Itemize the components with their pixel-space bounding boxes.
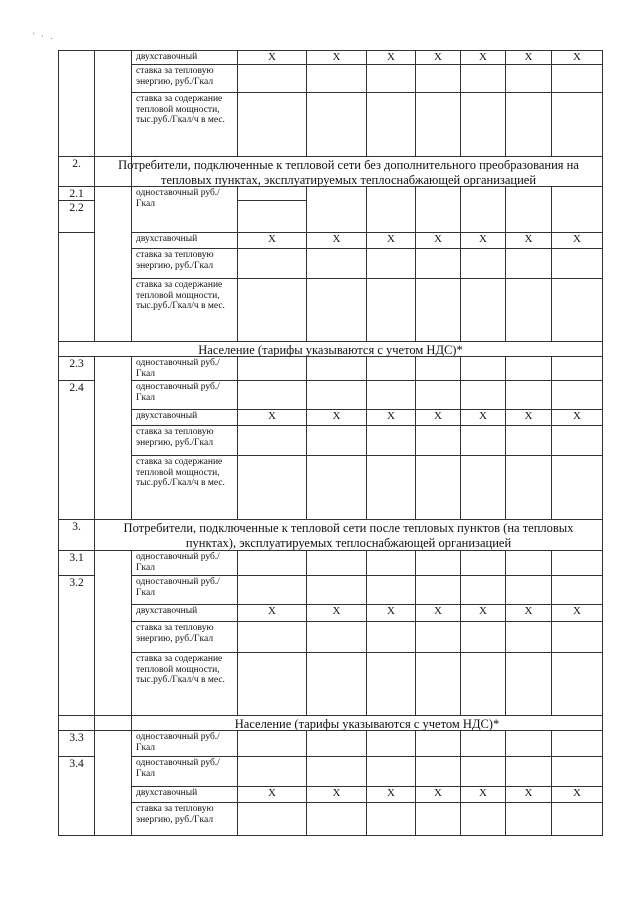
heat-energy-rate-row-value <box>551 64 603 93</box>
two-part-row-cross: X <box>237 604 307 622</box>
heat-energy-rate-row-value <box>237 64 307 93</box>
heat-energy-rate-row: ставка за тепловую энергию, руб./Гкал <box>131 425 238 456</box>
heat-energy-rate-row-value <box>460 802 506 836</box>
single-part-row-value <box>551 380 603 410</box>
single-part-row-value <box>551 550 603 576</box>
two-part-row-cross: X <box>460 50 506 65</box>
heat-energy-rate-row-value <box>366 802 416 836</box>
capacity-rate-row-value <box>505 92 552 157</box>
row-2-2-value <box>460 186 506 233</box>
single-part-row-value <box>306 380 367 410</box>
capacity-rate-row: ставка за содержание тепловой мощности, тыс.руб./Гкал/ч в мес. <box>131 652 238 716</box>
single-part-row: одноставочный руб./Гкал <box>131 756 238 787</box>
two-part-row-cross: X <box>366 786 416 803</box>
top-scan-mark: ' · . <box>33 31 55 41</box>
single-part-row-value <box>237 756 307 787</box>
row-number-3-4: 3.4 <box>58 756 95 836</box>
two-part-row-cross: X <box>551 50 603 65</box>
two-part-row-cross: X <box>366 409 416 426</box>
heat-energy-rate-row-value <box>505 248 552 279</box>
two-part-row: двухставочный <box>131 50 238 65</box>
capacity-rate-row-value <box>551 278 603 342</box>
two-part-row-cross: X <box>460 786 506 803</box>
capacity-rate-row-value <box>551 92 603 157</box>
row-2-2-value <box>415 186 461 233</box>
two-part-row-cross: X <box>460 604 506 622</box>
two-part-row-cross: X <box>505 232 552 249</box>
heat-energy-rate-row-value <box>306 64 367 93</box>
heat-energy-rate-row-value <box>415 64 461 93</box>
two-part-row-cross: X <box>415 786 461 803</box>
heat-energy-rate-row: ставка за тепловую энергию, руб./Гкал <box>131 64 238 93</box>
two-part-row-cross: X <box>366 232 416 249</box>
capacity-rate-row-value <box>415 92 461 157</box>
single-part-row-value <box>505 356 552 381</box>
heat-energy-rate-row-value <box>415 248 461 279</box>
section-3-number: 3. <box>58 519 95 551</box>
row-number-2-4: 2.4 <box>58 380 95 520</box>
heat-energy-rate-row-value <box>460 64 506 93</box>
single-part-row-value <box>551 575 603 605</box>
single-part-row-value <box>415 380 461 410</box>
single-part-row-value <box>460 730 506 757</box>
two-part-row-cross: X <box>306 409 367 426</box>
heat-energy-rate-row-value <box>366 425 416 456</box>
two-part-row-cross: X <box>551 409 603 426</box>
two-part-row-cross: X <box>505 50 552 65</box>
capacity-rate-row-value <box>505 278 552 342</box>
row-2-2-value <box>366 186 416 233</box>
heat-energy-rate-row-value <box>366 621 416 653</box>
group-blank <box>94 715 132 731</box>
single-part-row-value <box>551 356 603 381</box>
section-2-number: 2. <box>58 156 95 187</box>
capacity-rate-row-value <box>366 92 416 157</box>
single-part-row-value <box>460 575 506 605</box>
two-part-row-cross: X <box>306 50 367 65</box>
row-2-1-value <box>237 186 307 201</box>
capacity-rate-row-value <box>505 652 552 716</box>
single-part-row-value <box>460 380 506 410</box>
section-2-title: Потребители, подключенные к тепловой сети без дополнительного преобразования на тепловых пунктах, эксплуатируемых теплоснабжающей организацией <box>94 156 603 187</box>
two-part-row-cross: X <box>237 232 307 249</box>
single-part-row-value <box>505 380 552 410</box>
heat-energy-rate-row-value <box>306 425 367 456</box>
single-part-row: одноставочный руб./Гкал <box>131 186 238 233</box>
single-part-row-value <box>460 356 506 381</box>
heat-energy-rate-row-value <box>460 425 506 456</box>
capacity-rate-row-value <box>415 455 461 520</box>
single-part-row-value <box>505 550 552 576</box>
single-part-row-value <box>415 575 461 605</box>
two-part-row-cross: X <box>551 786 603 803</box>
two-part-row-cross: X <box>237 786 307 803</box>
heat-energy-rate-row-value <box>415 621 461 653</box>
two-part-row-cross: X <box>415 50 461 65</box>
heat-energy-rate-row: ставка за тепловую энергию, руб./Гкал <box>131 248 238 279</box>
capacity-rate-row-value <box>366 455 416 520</box>
capacity-rate-row-value <box>460 652 506 716</box>
two-part-row-cross: X <box>505 786 552 803</box>
capacity-rate-row-value <box>237 652 307 716</box>
capacity-rate-row-value <box>237 92 307 157</box>
section-3-title: Потребители, подключенные к тепловой сети после тепловых пунктов (на тепловых пунктах), эксплуатируемых теплоснабжающей организацией <box>94 519 603 551</box>
single-part-row-value <box>366 380 416 410</box>
group-blank <box>94 186 132 342</box>
single-part-row: одноставочный руб./Гкал <box>131 356 238 381</box>
single-part-row: одноставочный руб./Гкал <box>131 575 238 605</box>
heat-energy-rate-row-value <box>237 802 307 836</box>
two-part-row-cross: X <box>551 604 603 622</box>
group-blank <box>94 356 132 520</box>
single-part-row-value <box>306 575 367 605</box>
single-part-row-value <box>505 756 552 787</box>
two-part-row: двухставочный <box>131 786 238 803</box>
single-part-row: одноставочный руб./Гкал <box>131 730 238 757</box>
row-2-2-value <box>237 200 307 233</box>
capacity-rate-row-value <box>366 278 416 342</box>
capacity-rate-row-value <box>460 92 506 157</box>
heat-energy-rate-row-value <box>237 425 307 456</box>
number-blank <box>58 232 95 342</box>
single-part-row-value <box>460 550 506 576</box>
two-part-row-cross: X <box>306 232 367 249</box>
number-blank <box>58 715 95 731</box>
two-part-row-cross: X <box>366 50 416 65</box>
capacity-rate-row-value <box>551 455 603 520</box>
heat-energy-rate-row-value <box>366 248 416 279</box>
single-part-row-value <box>237 550 307 576</box>
capacity-rate-row-value <box>306 92 367 157</box>
two-part-row-cross: X <box>505 604 552 622</box>
single-part-row-value <box>366 356 416 381</box>
two-part-row-cross: X <box>237 50 307 65</box>
single-part-row-value <box>306 730 367 757</box>
group-blank <box>94 550 132 716</box>
row-number-3-1: 3.1 <box>58 550 95 576</box>
population-subheader: Население (тарифы указываются с учетом НДС)* <box>131 715 603 731</box>
heat-energy-rate-row-value <box>551 425 603 456</box>
capacity-rate-row-value <box>237 278 307 342</box>
heat-energy-rate-row-value <box>237 621 307 653</box>
heat-energy-rate-row-value <box>505 64 552 93</box>
single-part-row-value <box>415 756 461 787</box>
two-part-row-cross: X <box>366 604 416 622</box>
heat-energy-rate-row-value <box>551 248 603 279</box>
single-part-row-value <box>415 550 461 576</box>
heat-energy-rate-row-value <box>306 248 367 279</box>
single-part-row-value <box>366 730 416 757</box>
two-part-row-cross: X <box>460 409 506 426</box>
single-part-row-value <box>306 756 367 787</box>
row-number-2-2: 2.2 <box>58 200 95 233</box>
row-2-2-value <box>551 186 603 233</box>
capacity-rate-row-value <box>237 455 307 520</box>
capacity-rate-row-value <box>306 278 367 342</box>
row-2-2-value <box>306 186 367 233</box>
heat-energy-rate-row: ставка за тепловую энергию, руб./Гкал <box>131 621 238 653</box>
capacity-rate-row: ставка за содержание тепловой мощности, тыс.руб./Гкал/ч в мес. <box>131 278 238 342</box>
capacity-rate-row-value <box>415 652 461 716</box>
heat-energy-rate-row-value <box>366 64 416 93</box>
two-part-row-cross: X <box>415 409 461 426</box>
capacity-rate-row-value <box>551 652 603 716</box>
capacity-rate-row: ставка за содержание тепловой мощности, тыс.руб./Гкал/ч в мес. <box>131 455 238 520</box>
two-part-row-cross: X <box>306 786 367 803</box>
single-part-row-value <box>237 575 307 605</box>
heat-energy-rate-row-value <box>306 802 367 836</box>
two-part-row-cross: X <box>551 232 603 249</box>
row-2-2-value <box>505 186 552 233</box>
heat-energy-rate-row-value <box>415 802 461 836</box>
row-number-2-1: 2.1 <box>58 186 95 201</box>
two-part-row: двухставочный <box>131 232 238 249</box>
two-part-row-cross: X <box>237 409 307 426</box>
single-part-row-value <box>366 575 416 605</box>
capacity-rate-row-value <box>306 455 367 520</box>
single-part-row-value <box>505 575 552 605</box>
single-part-row-value <box>237 380 307 410</box>
two-part-row-cross: X <box>306 604 367 622</box>
capacity-rate-row-value <box>306 652 367 716</box>
capacity-rate-row-value <box>460 455 506 520</box>
single-part-row-value <box>505 730 552 757</box>
two-part-row-cross: X <box>460 232 506 249</box>
heat-energy-rate-row-value <box>460 248 506 279</box>
two-part-row-cross: X <box>415 232 461 249</box>
heat-energy-rate-row-value <box>505 802 552 836</box>
two-part-row: двухставочный <box>131 604 238 622</box>
heat-energy-rate-row-value <box>460 621 506 653</box>
heat-energy-rate-row-value <box>505 621 552 653</box>
population-subheader: Население (тарифы указываются с учетом НДС)* <box>58 341 603 357</box>
single-part-row-value <box>306 356 367 381</box>
single-part-row-value <box>237 356 307 381</box>
two-part-row: двухставочный <box>131 409 238 426</box>
group-blank <box>94 730 132 836</box>
heat-energy-rate-row-value <box>237 248 307 279</box>
two-part-row-cross: X <box>505 409 552 426</box>
single-part-row-value <box>366 550 416 576</box>
heat-energy-rate-row-value <box>306 621 367 653</box>
capacity-rate-row: ставка за содержание тепловой мощности, тыс.руб./Гкал/ч в мес. <box>131 92 238 157</box>
row-number-3-2: 3.2 <box>58 575 95 716</box>
single-part-row-value <box>366 756 416 787</box>
single-part-row: одноставочный руб./Гкал <box>131 380 238 410</box>
capacity-rate-row-value <box>505 455 552 520</box>
single-part-row-value <box>415 730 461 757</box>
single-part-row-value <box>551 756 603 787</box>
single-part-row-value <box>460 756 506 787</box>
two-part-row-cross: X <box>415 604 461 622</box>
capacity-rate-row-value <box>415 278 461 342</box>
single-part-row-value <box>551 730 603 757</box>
capacity-rate-row-value <box>460 278 506 342</box>
heat-energy-rate-row-value <box>551 802 603 836</box>
capacity-rate-row-value <box>366 652 416 716</box>
heat-energy-rate-row-value <box>415 425 461 456</box>
row-number-2-3: 2.3 <box>58 356 95 381</box>
heat-energy-rate-row-value <box>551 621 603 653</box>
single-part-row: одноставочный руб./Гкал <box>131 550 238 576</box>
row-number-3-3: 3.3 <box>58 730 95 757</box>
single-part-row-value <box>306 550 367 576</box>
single-part-row-value <box>415 356 461 381</box>
heat-energy-rate-row-value <box>505 425 552 456</box>
heat-energy-rate-row: ставка за тепловую энергию, руб./Гкал <box>131 802 238 836</box>
single-part-row-value <box>237 730 307 757</box>
